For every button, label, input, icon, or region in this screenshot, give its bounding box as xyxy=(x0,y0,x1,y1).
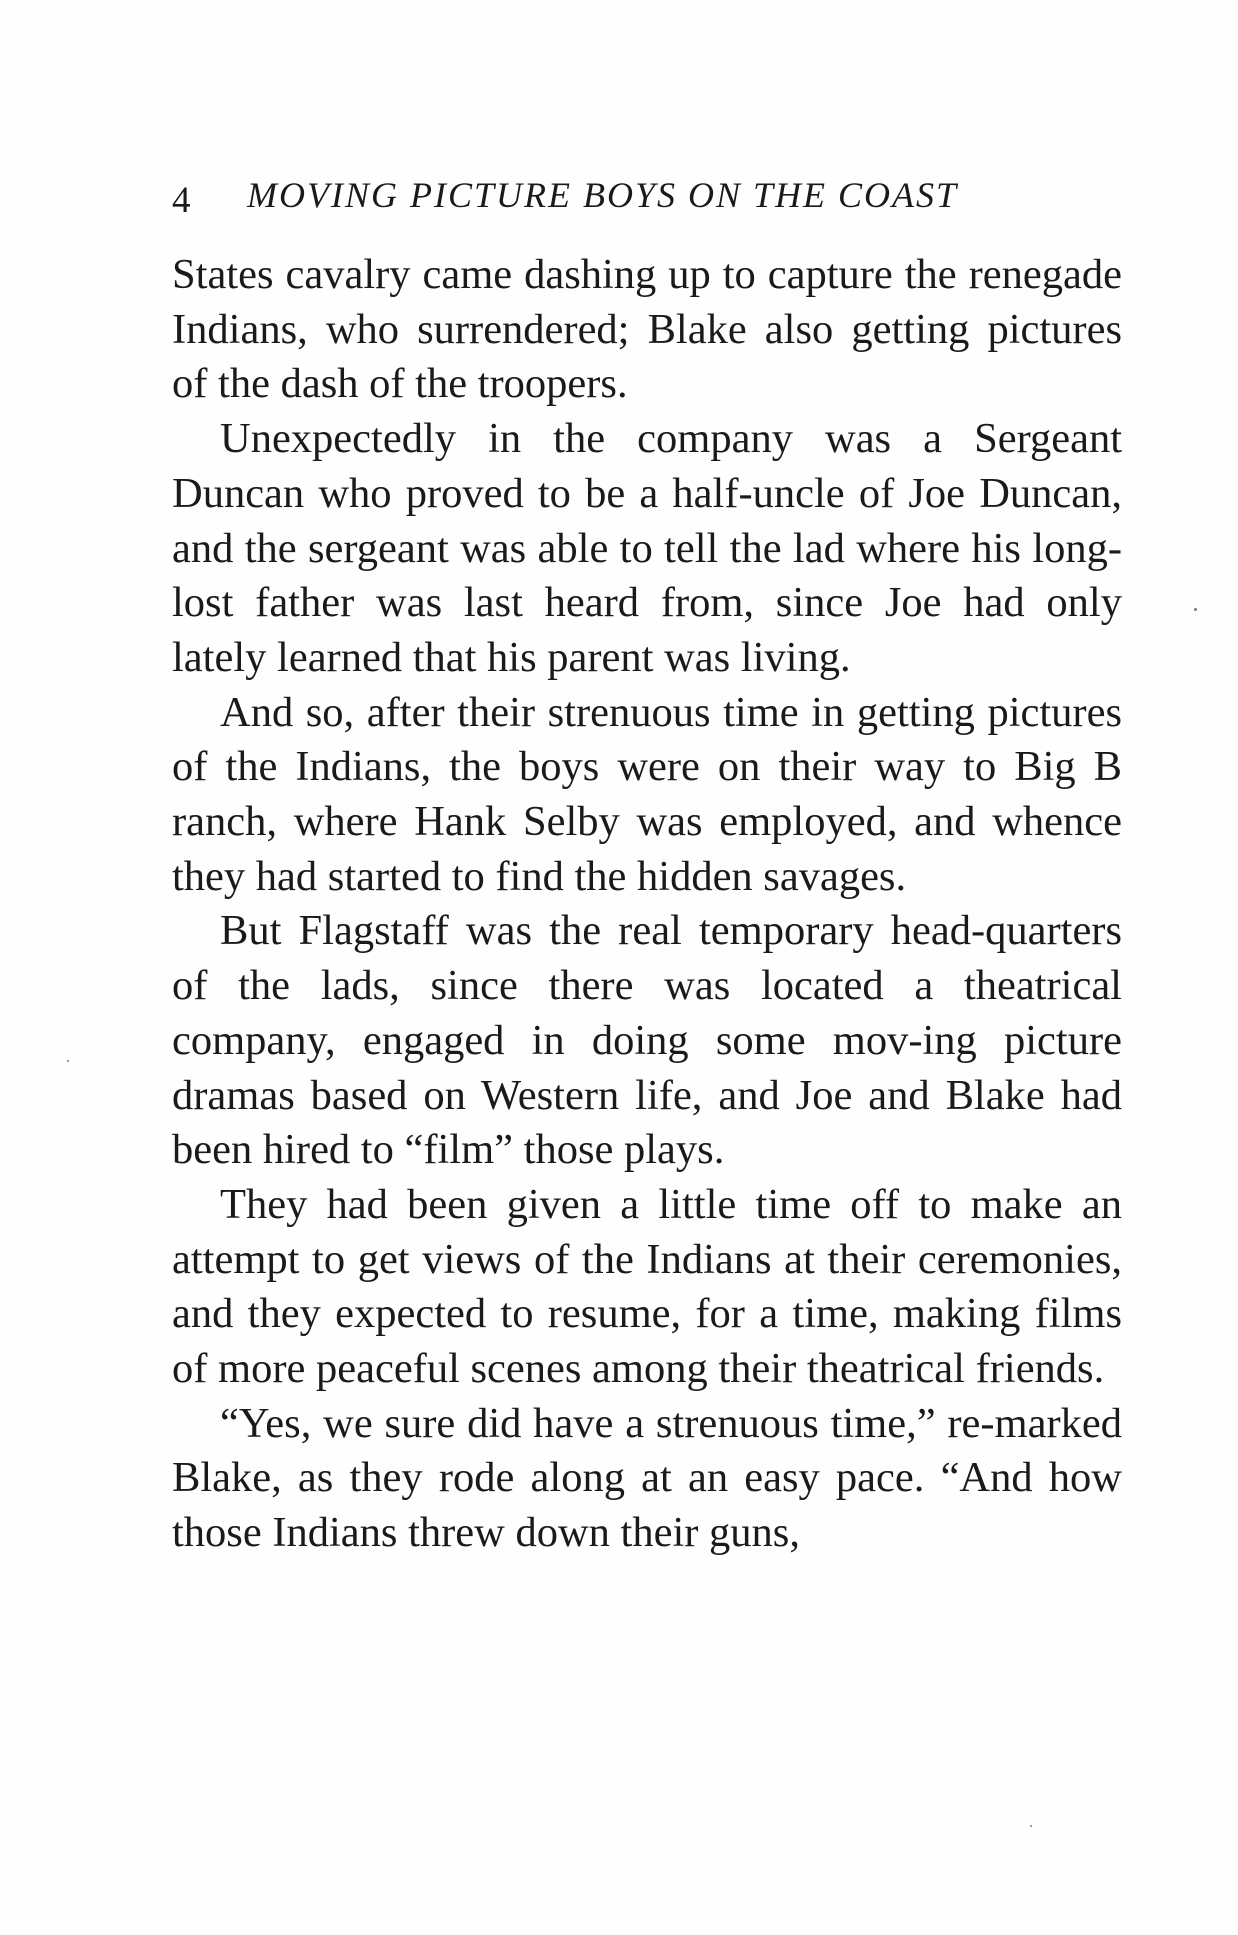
paragraph: States cavalry came dashing up to capture the renegade Indians, who surrendered; Blake also getting pictures of the dash of the troopers. xyxy=(172,251,1122,408)
paragraph: But Flagstaff was the real temporary head-quarters of the lads, since there was located a theatrical company, engaged in doing some mov-ing picture dramas based on Western life, and Joe and Blake had been hired to “film” those plays. xyxy=(172,907,1122,1174)
running-head xyxy=(172,170,1052,220)
print-speck xyxy=(1030,1825,1032,1827)
print-speck xyxy=(67,1060,69,1062)
print-speck xyxy=(1194,608,1197,611)
paragraph: Unexpectedly in the company was a Sergeant Duncan who proved to be a half-uncle of Joe Duncan, and the sergeant was able to tell the lad where his long-lost father was last heard from, since Joe had only lately learned that his parent was living. xyxy=(172,415,1122,681)
body-text xyxy=(172,248,1122,1561)
paragraph: And so, after their strenuous time in getting pictures of the Indians, the boys were on their way to Big B ranch, where Hank Selby was employed, and whence they had started to find the hidden savages. xyxy=(172,688,1122,900)
running-title: MOVING PICTURE BOYS ON THE COAST xyxy=(247,175,959,215)
page-number: 4 xyxy=(172,180,193,221)
paragraph: They had been given a little time off to make an attempt to get views of the Indians at their ceremonies, and they expected to resume, for a time, making films of more peaceful scenes among their theatrical friends. xyxy=(172,1180,1122,1393)
paragraph: “Yes, we sure did have a strenuous time,” re-marked Blake, as they rode along at an easy pace. “And how those Indians threw down their guns, xyxy=(172,1399,1122,1557)
